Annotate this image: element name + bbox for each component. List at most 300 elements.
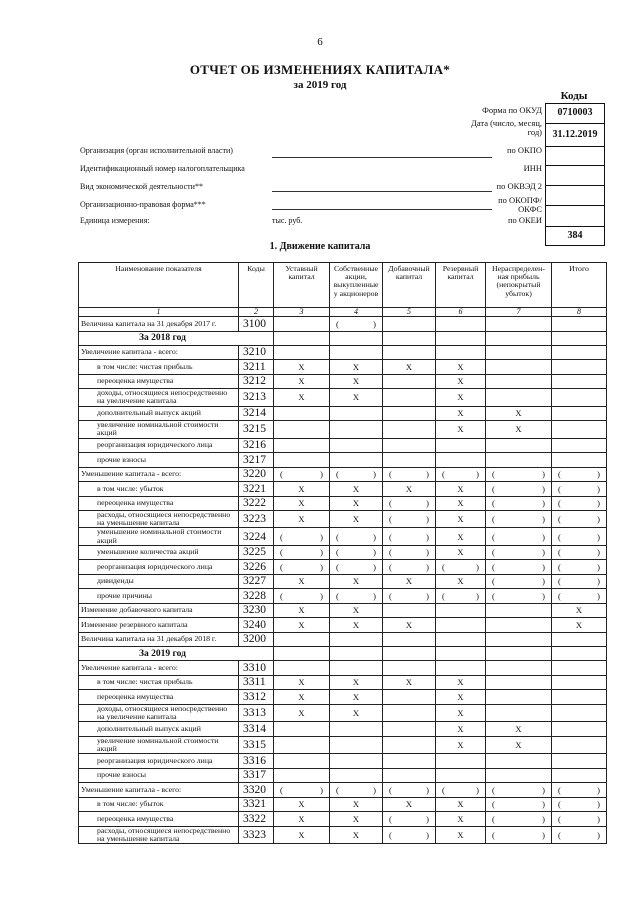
- value-cell: [274, 528, 330, 545]
- value-cell: [486, 589, 552, 604]
- close-paren: ): [320, 547, 323, 558]
- parenthesis-pair: [554, 470, 604, 478]
- open-paren: (: [558, 514, 561, 525]
- value-cell: [436, 453, 486, 468]
- parenthesis-pair: [385, 786, 433, 794]
- value-cell: X: [436, 812, 486, 827]
- row-label: дополнительный выпуск акций: [79, 722, 239, 737]
- table-row: [79, 589, 607, 604]
- row-code: 3213: [239, 389, 274, 406]
- unit-value: тыс. руб.: [272, 216, 303, 225]
- parenthesis-pair: [554, 533, 604, 541]
- value-cell: [552, 421, 607, 438]
- value-cell: [330, 467, 383, 482]
- value-cell: X: [330, 374, 383, 389]
- row-label: прочие взносы: [79, 453, 239, 468]
- row-code: 3320: [239, 783, 274, 798]
- table-row: [79, 406, 607, 421]
- value-cell: [383, 661, 436, 676]
- value-cell: [552, 632, 607, 647]
- value-cell: [383, 389, 436, 406]
- row-code: 3100: [239, 317, 274, 332]
- table-row: [79, 511, 607, 528]
- close-paren: ): [426, 514, 429, 525]
- value-cell: [486, 812, 552, 827]
- parenthesis-pair: [332, 320, 380, 328]
- parenthesis-pair: [385, 831, 433, 839]
- close-paren: ): [542, 531, 545, 542]
- value-cell: X: [383, 574, 436, 589]
- close-paren: ): [373, 561, 376, 572]
- parenthesis-pair: [332, 470, 380, 478]
- value-cell: [330, 345, 383, 360]
- value-cell: [552, 589, 607, 604]
- okved-label: по ОКВЭД 2: [496, 181, 542, 191]
- report-title: ОТЧЕТ ОБ ИЗМЕНЕНИЯХ КАПИТАЛА*: [189, 62, 451, 77]
- empty-cell: [274, 331, 330, 345]
- value-cell: [486, 345, 552, 360]
- parenthesis-pair: [385, 515, 433, 523]
- value-cell: [436, 661, 486, 676]
- value-cell: [486, 826, 552, 843]
- table-row: [79, 360, 607, 375]
- value-cell: [486, 560, 552, 575]
- value-cell: [486, 574, 552, 589]
- row-code: 3223: [239, 511, 274, 528]
- value-cell: [552, 345, 607, 360]
- open-paren: (: [280, 590, 283, 601]
- table-row: [79, 528, 607, 545]
- table-row: [79, 560, 607, 575]
- row-code: 3221: [239, 482, 274, 497]
- row-label: Изменение резервного капитала: [79, 618, 239, 633]
- parenthesis-pair: [276, 470, 327, 478]
- close-paren: ): [542, 590, 545, 601]
- value-cell: [552, 467, 607, 482]
- value-cell: X: [436, 374, 486, 389]
- parenthesis-pair: [554, 592, 604, 600]
- value-cell: [552, 768, 607, 783]
- year-row: [79, 647, 607, 661]
- value-cell: [383, 690, 436, 705]
- value-cell: [274, 632, 330, 647]
- legal-form-label: Организационно-правовая форма***: [80, 200, 206, 209]
- value-cell: X: [486, 406, 552, 421]
- column-header: Добавочный капитал: [383, 263, 436, 308]
- value-cell: X: [552, 603, 607, 618]
- table-row: [79, 797, 607, 812]
- value-cell: [486, 603, 552, 618]
- column-number: 2: [239, 308, 274, 317]
- row-code: 3215: [239, 421, 274, 438]
- row-label: в том числе: чистая прибыль: [79, 360, 239, 375]
- open-paren: (: [492, 813, 495, 824]
- parenthesis-pair: [488, 786, 549, 794]
- value-cell: X: [436, 736, 486, 753]
- table-row: [79, 603, 607, 618]
- value-cell: [274, 589, 330, 604]
- close-paren: ): [597, 469, 600, 480]
- close-paren: ): [476, 469, 479, 480]
- close-paren: ): [542, 784, 545, 795]
- value-cell: X: [330, 389, 383, 406]
- codes-column: [545, 103, 605, 246]
- okopf-label: по ОКОПФ/ОКФС: [498, 195, 542, 214]
- value-cell: [552, 496, 607, 511]
- section-title: 1. Движение капитала: [269, 241, 371, 252]
- value-cell: [383, 603, 436, 618]
- open-paren: (: [389, 829, 392, 840]
- value-cell: [486, 389, 552, 406]
- inn-label: ИНН: [523, 163, 542, 173]
- column-header: Нераспределен-ная прибыль (непокрытый убыток): [486, 263, 552, 308]
- value-cell: [383, 768, 436, 783]
- value-cell: X: [330, 797, 383, 812]
- row-label: Увеличение капитала - всего:: [79, 661, 239, 676]
- value-cell: [436, 467, 486, 482]
- value-cell: X: [274, 496, 330, 511]
- value-cell: [330, 783, 383, 798]
- column-header: Наименование показателя: [79, 263, 239, 308]
- value-cell: [552, 754, 607, 769]
- value-cell: X: [436, 528, 486, 545]
- value-cell: [486, 783, 552, 798]
- value-cell: X: [436, 389, 486, 406]
- value-cell: [486, 797, 552, 812]
- value-cell: X: [436, 511, 486, 528]
- okpo-label: по ОКПО: [506, 145, 542, 155]
- table-row: [79, 317, 607, 332]
- value-cell: [486, 675, 552, 690]
- value-cell: [383, 589, 436, 604]
- value-cell: [436, 754, 486, 769]
- value-cell: X: [274, 482, 330, 497]
- column-header: Коды: [239, 263, 274, 308]
- parenthesis-pair: [554, 485, 604, 493]
- open-paren: (: [442, 590, 445, 601]
- parenthesis-pair: [488, 831, 549, 839]
- value-cell: [383, 783, 436, 798]
- report-subtitle: за 2019 год: [293, 79, 347, 91]
- value-cell: [330, 528, 383, 545]
- row-label: доходы, относящиеся непосредственно на увеличение капитала: [79, 704, 239, 721]
- row-code: 3321: [239, 797, 274, 812]
- value-cell: [436, 560, 486, 575]
- value-cell: [552, 704, 607, 721]
- open-paren: (: [558, 576, 561, 587]
- value-cell: [383, 453, 436, 468]
- value-cell: [274, 560, 330, 575]
- value-cell: X: [436, 797, 486, 812]
- table-row: [79, 374, 607, 389]
- value-cell: [274, 345, 330, 360]
- open-paren: (: [492, 829, 495, 840]
- row-label: увеличение номинальной стоимости акций: [79, 421, 239, 438]
- column-number: 4: [330, 308, 383, 317]
- value-cell: [486, 545, 552, 560]
- value-cell: [383, 345, 436, 360]
- close-paren: ): [373, 784, 376, 795]
- value-cell: X: [436, 496, 486, 511]
- open-paren: (: [442, 784, 445, 795]
- row-code: 3216: [239, 438, 274, 453]
- value-cell: [383, 736, 436, 753]
- value-cell: X: [274, 360, 330, 375]
- row-label: дивиденды: [79, 574, 239, 589]
- value-cell: [486, 632, 552, 647]
- empty-cell: [330, 647, 383, 661]
- value-cell: [383, 754, 436, 769]
- year-label: За 2019 год: [79, 647, 274, 661]
- value-cell: X: [436, 675, 486, 690]
- value-cell: [274, 783, 330, 798]
- close-paren: ): [597, 498, 600, 509]
- close-paren: ): [373, 590, 376, 601]
- value-cell: [486, 438, 552, 453]
- value-cell: [436, 783, 486, 798]
- row-code: 3225: [239, 545, 274, 560]
- row-label: прочие причины: [79, 589, 239, 604]
- value-cell: [486, 317, 552, 332]
- value-cell: [274, 467, 330, 482]
- close-paren: ): [597, 547, 600, 558]
- value-cell: X: [486, 722, 552, 737]
- value-cell: X: [274, 690, 330, 705]
- value-cell: X: [274, 675, 330, 690]
- table-row: [79, 389, 607, 406]
- value-cell: [274, 722, 330, 737]
- value-cell: [552, 736, 607, 753]
- value-cell: X: [274, 603, 330, 618]
- value-cell: [383, 722, 436, 737]
- row-label: переоценка имущества: [79, 496, 239, 511]
- close-paren: ): [426, 469, 429, 480]
- close-paren: ): [373, 469, 376, 480]
- row-label: прочие взносы: [79, 768, 239, 783]
- value-cell: [552, 389, 607, 406]
- empty-cell: [436, 647, 486, 661]
- open-paren: (: [389, 531, 392, 542]
- parenthesis-pair: [332, 548, 380, 556]
- open-paren: (: [558, 498, 561, 509]
- table-row: [79, 783, 607, 798]
- value-cell: [330, 317, 383, 332]
- value-cell: X: [383, 618, 436, 633]
- open-paren: (: [280, 531, 283, 542]
- open-paren: (: [442, 561, 445, 572]
- column-number: 6: [436, 308, 486, 317]
- okved-value: [546, 186, 604, 206]
- value-cell: [330, 661, 383, 676]
- parenthesis-pair: [438, 786, 483, 794]
- open-paren: (: [492, 547, 495, 558]
- value-cell: [274, 754, 330, 769]
- close-paren: ): [597, 813, 600, 824]
- value-cell: [274, 438, 330, 453]
- value-cell: [552, 317, 607, 332]
- empty-cell: [274, 647, 330, 661]
- value-cell: [486, 496, 552, 511]
- value-cell: [486, 374, 552, 389]
- close-paren: ): [373, 531, 376, 542]
- value-cell: [486, 618, 552, 633]
- column-header: Уставный капитал: [274, 263, 330, 308]
- value-cell: X: [330, 618, 383, 633]
- column-number: 8: [552, 308, 607, 317]
- close-paren: ): [597, 799, 600, 810]
- value-cell: [552, 360, 607, 375]
- row-code: 3211: [239, 360, 274, 375]
- open-paren: (: [280, 784, 283, 795]
- parenthesis-pair: [276, 592, 327, 600]
- value-cell: X: [436, 360, 486, 375]
- open-paren: (: [558, 561, 561, 572]
- value-cell: [552, 374, 607, 389]
- row-code: 3317: [239, 768, 274, 783]
- open-paren: (: [442, 469, 445, 480]
- column-number: 3: [274, 308, 330, 317]
- empty-cell: [486, 331, 552, 345]
- open-paren: (: [492, 784, 495, 795]
- okopf-value: [546, 206, 604, 227]
- empty-cell: [330, 331, 383, 345]
- value-cell: [330, 632, 383, 647]
- parenthesis-pair: [554, 577, 604, 585]
- close-paren: ): [373, 318, 376, 329]
- open-paren: (: [280, 547, 283, 558]
- value-cell: X: [436, 482, 486, 497]
- parenthesis-pair: [554, 548, 604, 556]
- table-row: [79, 438, 607, 453]
- activity-label: Вид экономической деятельности**: [80, 182, 203, 191]
- value-cell: X: [383, 482, 436, 497]
- value-cell: [552, 438, 607, 453]
- table-row: [79, 421, 607, 438]
- open-paren: (: [492, 483, 495, 494]
- parenthesis-pair: [332, 592, 380, 600]
- close-paren: ): [320, 531, 323, 542]
- parenthesis-pair: [488, 515, 549, 523]
- value-cell: X: [330, 574, 383, 589]
- value-cell: [274, 545, 330, 560]
- value-cell: [383, 826, 436, 843]
- value-cell: [330, 754, 383, 769]
- value-cell: [436, 438, 486, 453]
- inn-field-label: Идентификационный номер налогоплательщика: [80, 164, 245, 173]
- close-paren: ): [426, 531, 429, 542]
- open-paren: (: [389, 784, 392, 795]
- value-cell: [552, 797, 607, 812]
- value-cell: [383, 496, 436, 511]
- parenthesis-pair: [385, 563, 433, 571]
- open-paren: (: [558, 469, 561, 480]
- open-paren: (: [492, 576, 495, 587]
- parenthesis-pair: [385, 548, 433, 556]
- value-cell: [274, 317, 330, 332]
- row-label: Увеличение капитала - всего:: [79, 345, 239, 360]
- close-paren: ): [426, 498, 429, 509]
- value-cell: X: [436, 690, 486, 705]
- value-cell: X: [436, 574, 486, 589]
- row-label: Изменение добавочного капитала: [79, 603, 239, 618]
- value-cell: [552, 675, 607, 690]
- value-cell: X: [383, 675, 436, 690]
- row-code: 3200: [239, 632, 274, 647]
- close-paren: ): [542, 483, 545, 494]
- value-cell: [552, 783, 607, 798]
- okud-value: 0710003: [546, 104, 604, 124]
- row-code: 3312: [239, 690, 274, 705]
- value-cell: [383, 317, 436, 332]
- close-paren: ): [426, 784, 429, 795]
- row-label: Величина капитала на 31 декабря 2018 г.: [79, 632, 239, 647]
- close-paren: ): [542, 547, 545, 558]
- parenthesis-pair: [554, 515, 604, 523]
- parenthesis-pair: [276, 548, 327, 556]
- value-cell: [486, 482, 552, 497]
- value-cell: [552, 722, 607, 737]
- value-cell: X: [330, 690, 383, 705]
- value-cell: [486, 528, 552, 545]
- open-paren: (: [336, 318, 339, 329]
- row-label: переоценка имущества: [79, 812, 239, 827]
- close-paren: ): [597, 576, 600, 587]
- close-paren: ): [426, 813, 429, 824]
- value-cell: X: [274, 826, 330, 843]
- open-paren: (: [492, 469, 495, 480]
- row-code: 3214: [239, 406, 274, 421]
- open-paren: (: [280, 561, 283, 572]
- close-paren: ): [542, 799, 545, 810]
- table-row: [79, 754, 607, 769]
- parenthesis-pair: [554, 800, 604, 808]
- table-row: [79, 453, 607, 468]
- parenthesis-pair: [554, 499, 604, 507]
- close-paren: ): [597, 829, 600, 840]
- open-paren: (: [389, 498, 392, 509]
- value-cell: [274, 661, 330, 676]
- value-cell: [436, 317, 486, 332]
- parenthesis-pair: [554, 563, 604, 571]
- parenthesis-pair: [554, 815, 604, 823]
- value-cell: [330, 438, 383, 453]
- close-paren: ): [597, 514, 600, 525]
- row-label: доходы, относящиеся непосредственно на увеличение капитала: [79, 389, 239, 406]
- close-paren: ): [597, 483, 600, 494]
- table-row: [79, 675, 607, 690]
- value-cell: [330, 768, 383, 783]
- close-paren: ): [476, 561, 479, 572]
- row-label: реорганизация юридического лица: [79, 754, 239, 769]
- value-cell: [383, 812, 436, 827]
- close-paren: ): [597, 561, 600, 572]
- value-cell: X: [274, 374, 330, 389]
- open-paren: (: [389, 547, 392, 558]
- parenthesis-pair: [488, 800, 549, 808]
- value-cell: [552, 453, 607, 468]
- close-paren: ): [542, 829, 545, 840]
- value-cell: X: [274, 574, 330, 589]
- value-cell: X: [274, 704, 330, 721]
- table-row: [79, 661, 607, 676]
- table-row: [79, 768, 607, 783]
- row-label: расходы, относящиеся непосредственно на уменьшение капитала: [79, 511, 239, 528]
- row-code: 3311: [239, 675, 274, 690]
- open-paren: (: [558, 547, 561, 558]
- parenthesis-pair: [488, 470, 549, 478]
- value-cell: [486, 360, 552, 375]
- table-row: [79, 482, 607, 497]
